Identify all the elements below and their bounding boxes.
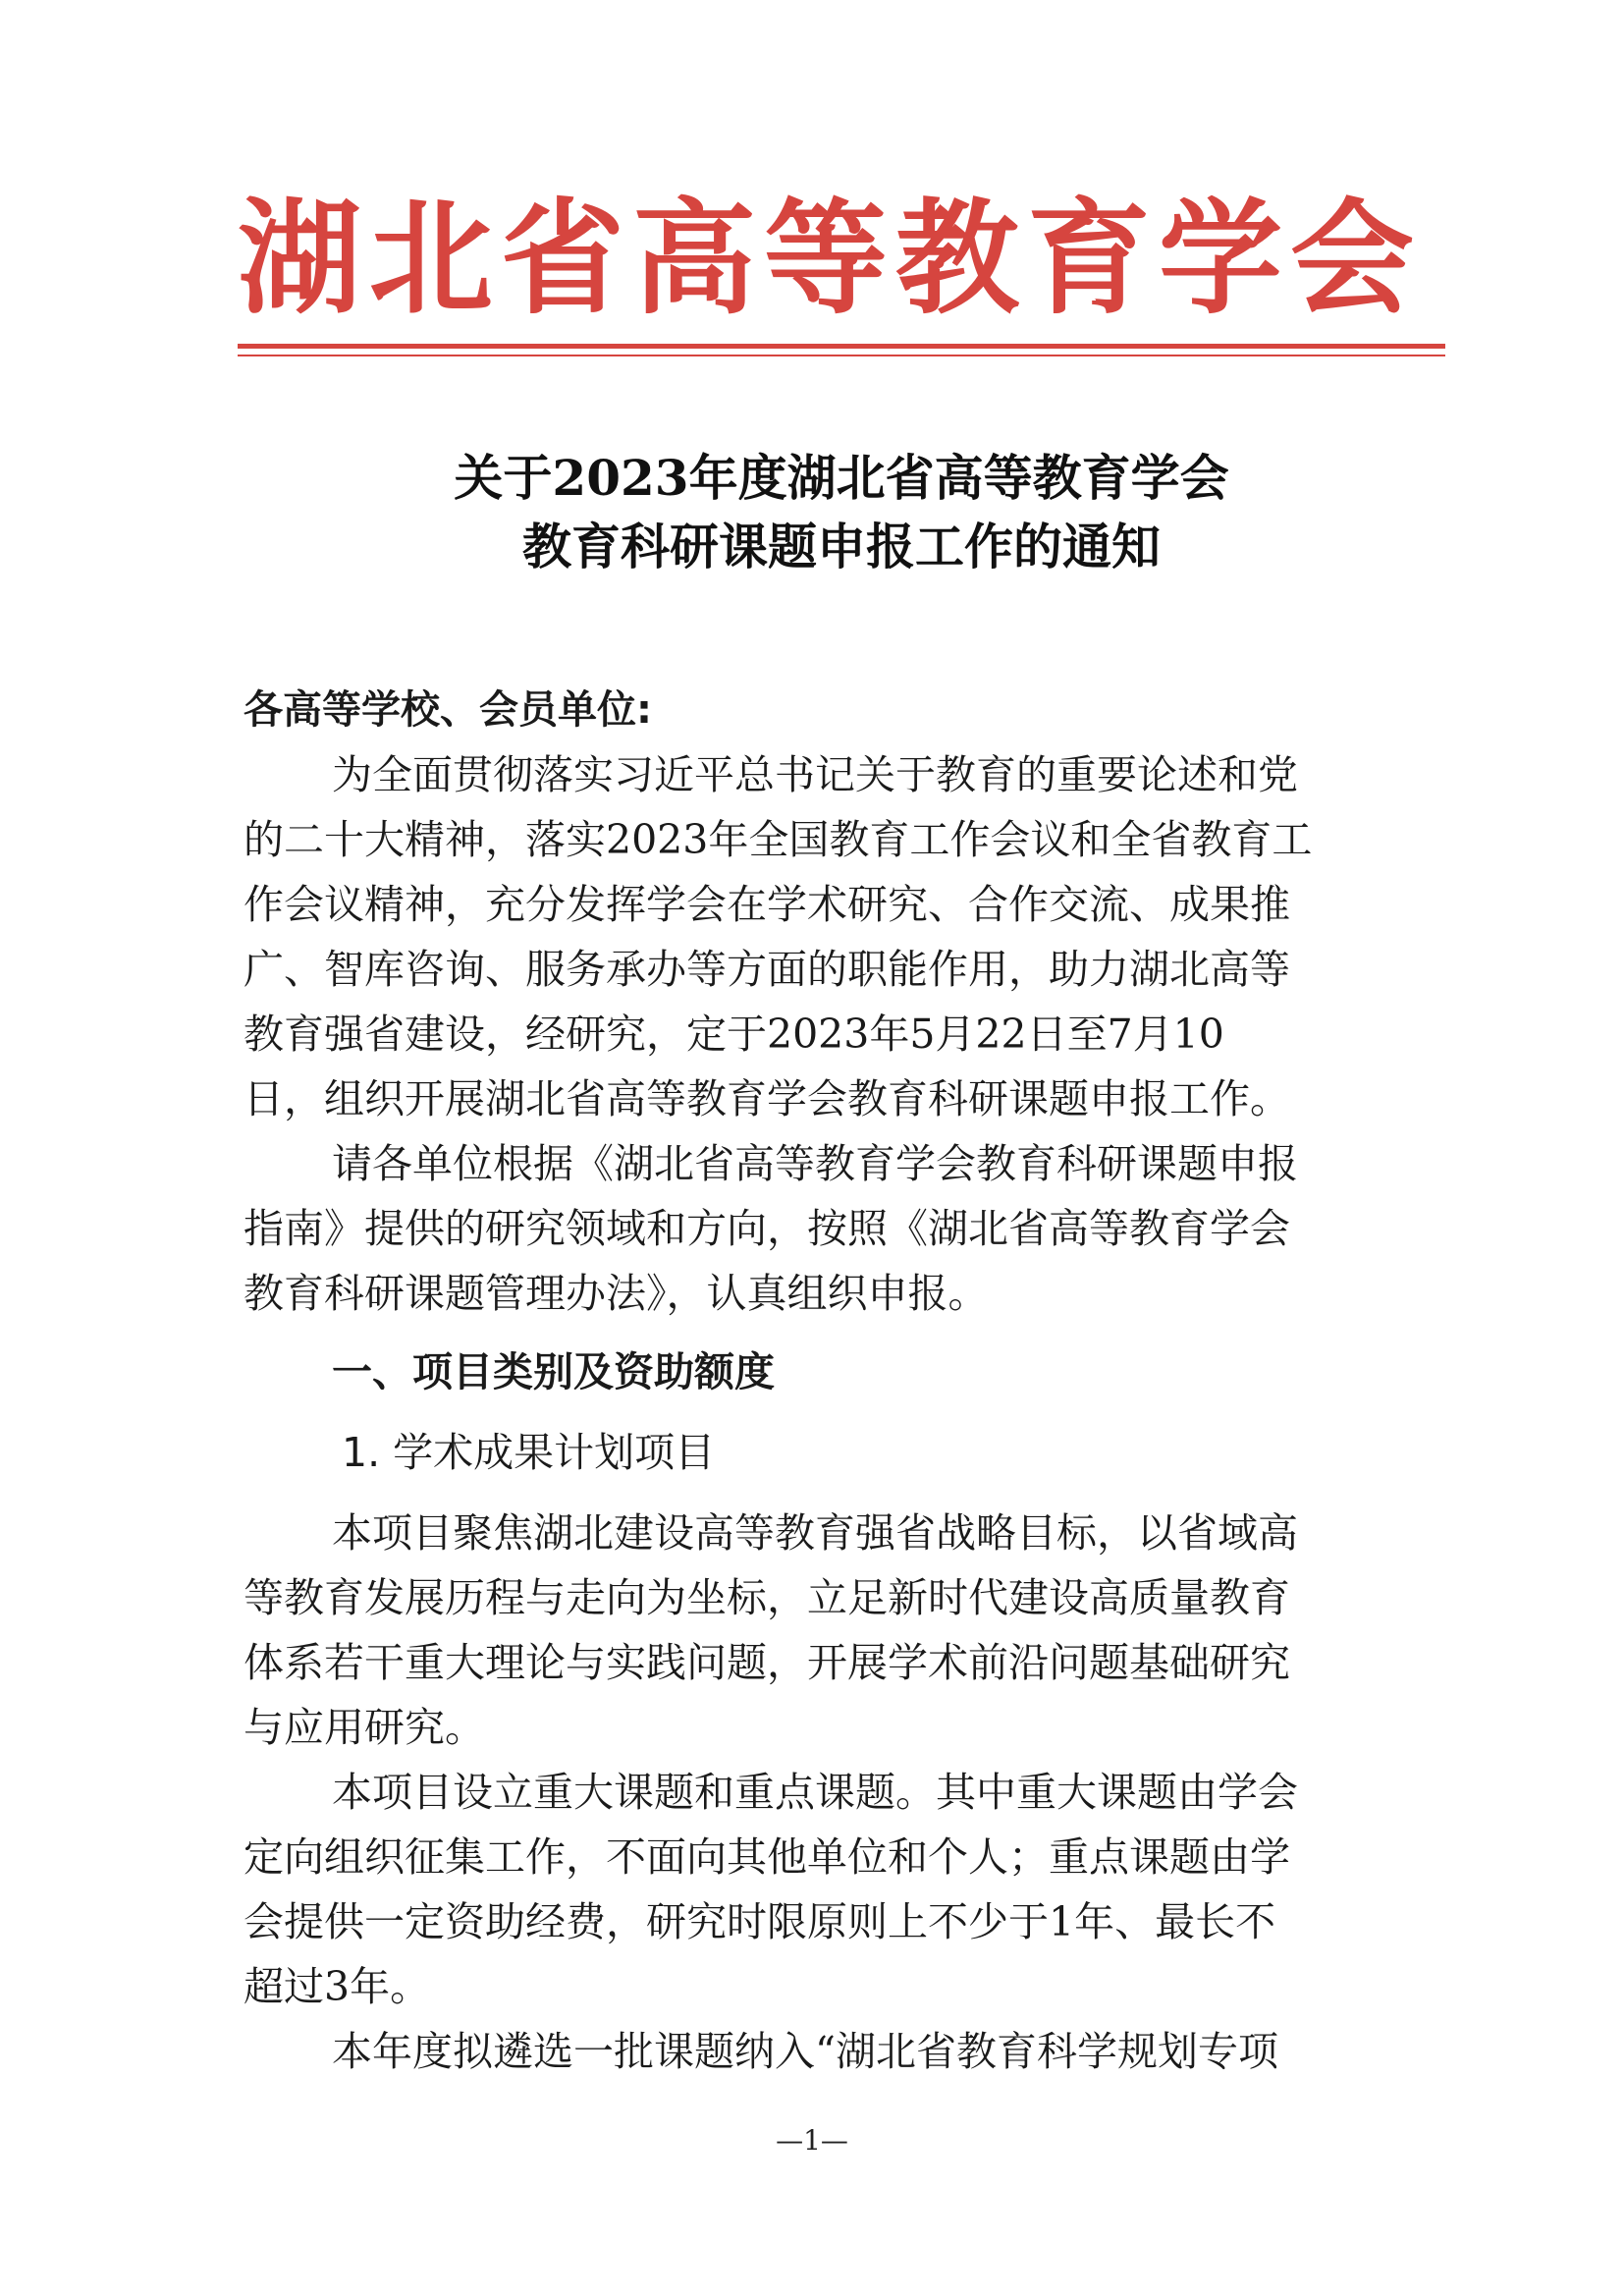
- header-rule-thin: [238, 355, 1445, 356]
- paragraph-line: 本年度拟遴选一批课题纳入“湖北省教育科学规划专项: [332, 2028, 1278, 2075]
- paragraph-line: 请各单位根据《湖北省高等教育学会教育科研课题申报: [332, 1140, 1298, 1187]
- subsection-heading: 1. 学术成果计划项目: [342, 1429, 716, 1476]
- paragraph-line: 超过3年。: [244, 1963, 431, 2010]
- paragraph-line: 本项目聚焦湖北建设高等教育强省战略目标，以省域高: [332, 1509, 1298, 1557]
- section-heading: 一、项目类别及资助额度: [332, 1348, 775, 1395]
- document-title-line-1: 关于2023年度湖北省高等教育学会: [454, 449, 1229, 507]
- paragraph-line: 指南》提供的研究领域和方向，按照《湖北省高等教育学会: [244, 1205, 1290, 1252]
- page-number: —1—: [776, 2124, 848, 2157]
- paragraph-line: 教育强省建设，经研究，定于2023年5月22日至7月10: [244, 1011, 1224, 1058]
- paragraph-line: 与应用研究。: [244, 1704, 485, 1751]
- document-title-line-2: 教育科研课题申报工作的通知: [522, 518, 1161, 575]
- paragraph-line: 作会议精神，充分发挥学会在学术研究、合作交流、成果推: [244, 881, 1290, 928]
- paragraph-line: 日，组织开展湖北省高等教育学会教育科研课题申报工作。: [244, 1075, 1290, 1122]
- paragraph-line: 为全面贯彻落实习近平总书记关于教育的重要论述和党: [332, 751, 1298, 798]
- header-rule-thick: [238, 344, 1445, 349]
- paragraph-line: 体系若干重大理论与实践问题，开展学术前沿问题基础研究: [244, 1639, 1290, 1686]
- paragraph-line: 本项目设立重大课题和重点课题。其中重大课题由学会: [332, 1769, 1298, 1816]
- org-name-header: 湖北省高等教育学会: [238, 186, 1422, 331]
- addressee: 各高等学校、会员单位:: [244, 687, 652, 733]
- paragraph-line: 会提供一定资助经费，研究时限原则上不少于1年、最长不: [244, 1898, 1276, 1945]
- paragraph-line: 定向组织征集工作，不面向其他单位和个人；重点课题由学: [244, 1833, 1290, 1881]
- paragraph-line: 等教育发展历程与走向为坐标，立足新时代建设高质量教育: [244, 1574, 1290, 1621]
- paragraph-line: 广、智库咨询、服务承办等方面的职能作用，助力湖北高等: [244, 946, 1290, 993]
- paragraph-line: 的二十大精神，落实2023年全国教育工作会议和全省教育工: [244, 816, 1313, 863]
- paragraph-line: 教育科研课题管理办法》，认真组织申报。: [244, 1270, 989, 1317]
